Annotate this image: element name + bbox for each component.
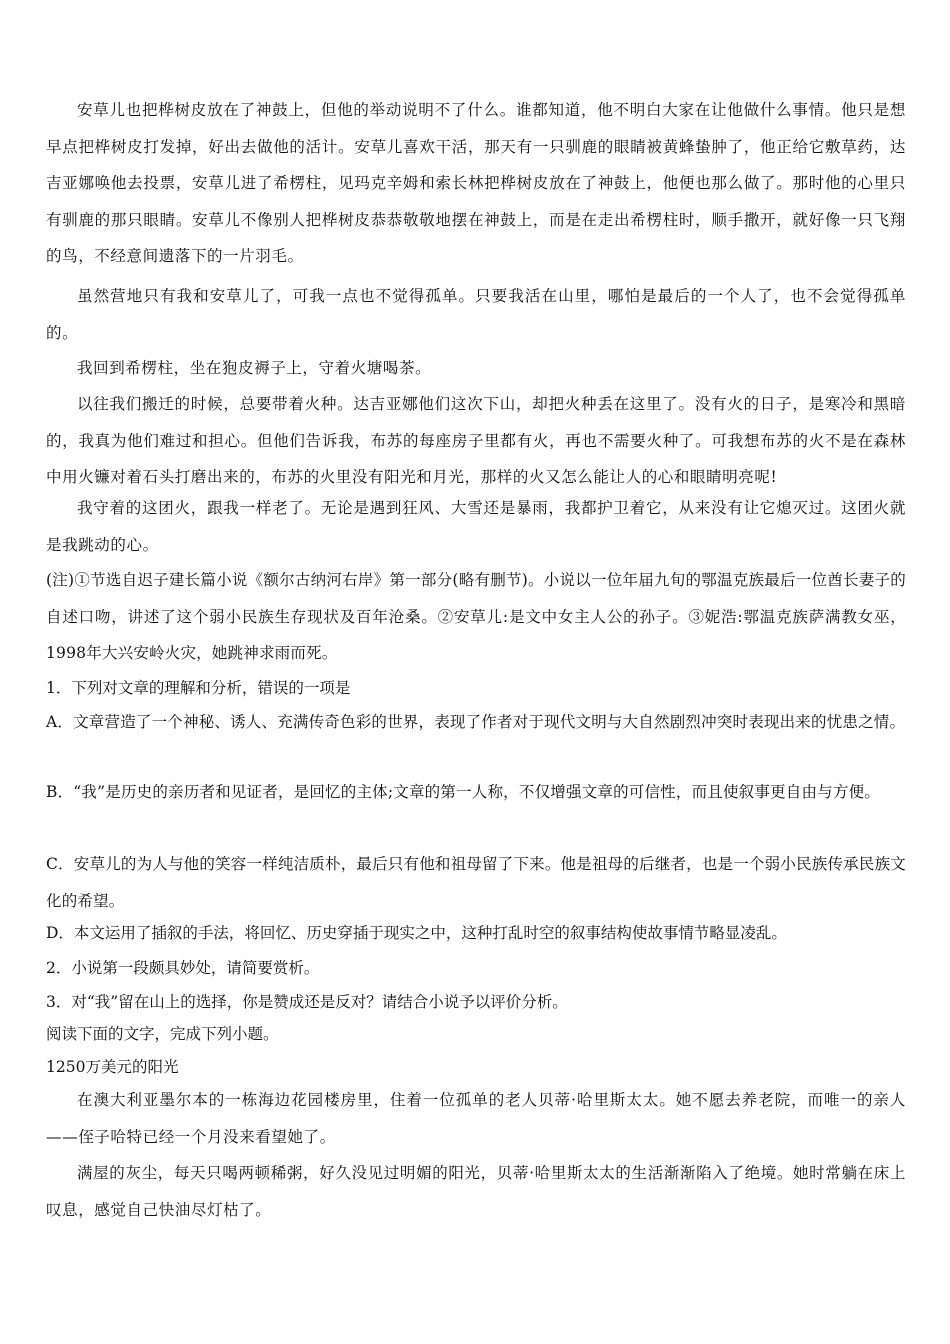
reading-title: 1250万美元的阳光 <box>46 1058 179 1076</box>
reading-paragraph-2: 满屋的灰尘，每天只喝两顿稀粥，好久没见过明媚的阳光，贝蒂·哈里斯太太的生活渐渐陷入了绝境。她时常躺在床上叹息，感觉自己快油尽灯枯了。 <box>46 1164 906 1219</box>
option-a: A．文章营造了一个神秘、诱人、充满传奇色彩的世界，表现了作者对于现代文明与大自然剧烈冲突时表现出来的忧患之情。 <box>46 713 906 731</box>
story-paragraph-4: 以往我们搬迁的时候，总要带着火种。达吉亚娜他们这次下山，却把火种丢在这里了。没有火的日子，是寒冷和黑暗的，我真为他们难过和担心。但他们告诉我，布苏的每座房子里都有火，再也不需要火种了。可我想布苏的火不是在森林中用火镰对着石头打磨出来的，布苏的火里没有阳光和月光，那样的火又怎么能让人的心和眼睛明亮呢! <box>46 395 906 486</box>
question-2: 2．小说第一段颇具妙处，请简要赏析。 <box>46 959 320 977</box>
question-3: 3．对“我”留在山上的选择，你是赞成还是反对？请结合小说予以评价分析。 <box>46 993 568 1011</box>
story-paragraph-3: 我回到希楞柱，坐在狍皮褥子上，守着火塘喝茶。 <box>77 359 432 377</box>
story-paragraph-1: 安草儿也把桦树皮放在了神鼓上，但他的举动说明不了什么。谁都知道，他不明白大家在让他做什么事情。他只是想早点把桦树皮打发掉，好出去做他的活计。安草儿喜欢干活，那天有一只驯鹿的眼睛被黄蜂蛰肿了，他正给它敷草药，达吉亚娜唤他去投票，安草儿进了希楞柱，见玛克辛姆和索长林把桦树皮放在了神鼓上，他便也那么做了。那时他的心里只有驯鹿的那只眼睛。安草儿不像别人把桦树皮恭恭敬敬地摆在神鼓上，而是在走出希楞柱时，顺手撒开，就好像一只飞翔的鸟，不经意间遗落下的一片羽毛。 <box>46 101 906 265</box>
option-c: C．安草儿的为人与他的笑容一样纯洁质朴，最后只有他和祖母留了下来。他是祖母的后继者，也是一个弱小民族传承民族文化的希望。 <box>46 855 906 910</box>
reading-paragraph-1: 在澳大利亚墨尔本的一栋海边花园楼房里，住着一位孤单的老人贝蒂·哈里斯太太。她不愿去养老院，而唯一的亲人——侄子哈特已经一个月没来看望她了。 <box>46 1091 906 1146</box>
annotation-note: (注)①节选自迟子建长篇小说《额尔古纳河右岸》第一部分(略有删节)。小说以一位年届九旬的鄂温克族最后一位酋长妻子的自述口吻，讲述了这个弱小民族生存现状及百年沧桑。②安草儿:是文中女主人公的孙子。③妮浩:鄂温克族萨满教女巫，1998年大兴安岭火灾，她跳神求雨而死。 <box>46 571 906 662</box>
reading-instruction: 阅读下面的文字，完成下列小题。 <box>46 1025 279 1043</box>
story-paragraph-5: 我守着的这团火，跟我一样老了。无论是遇到狂风、大雪还是暴雨，我都护卫着它，从来没有让它熄灭过。这团火就是我跳动的心。 <box>46 499 906 554</box>
option-d: D．本文运用了插叙的手法，将回忆、历史穿插于现实之中，这种打乱时空的叙事结构使故事情节略显凌乱。 <box>46 924 787 942</box>
option-b: B．“我”是历史的亲历者和见证者，是回忆的主体;文章的第一人称，不仅增强文章的可信性，而且使叙事更自由与方便。 <box>46 783 880 801</box>
story-paragraph-2: 虽然营地只有我和安草儿了，可我一点也不觉得孤单。只要我活在山里，哪怕是最后的一个人了，也不会觉得孤单的。 <box>46 287 906 342</box>
question-1: 1．下列对文章的理解和分析，错误的一项是 <box>46 679 351 697</box>
